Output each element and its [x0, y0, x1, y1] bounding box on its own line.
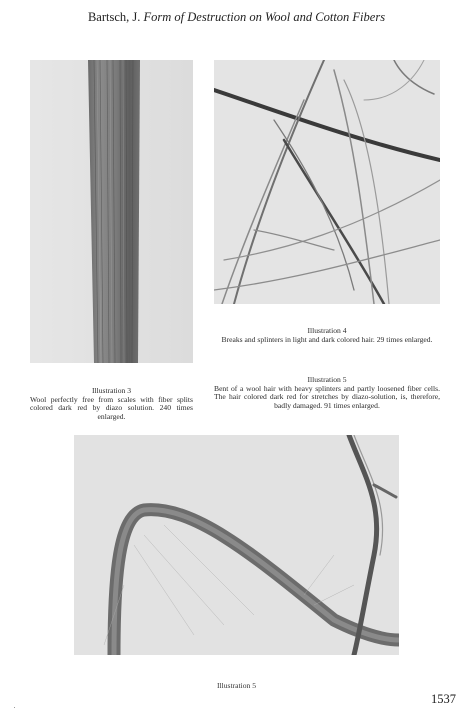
- illustration-3-photo: [30, 60, 193, 363]
- illustration-4-caption: [214, 327, 440, 344]
- header-title: Form of Destruction on Wool and Cotton Fibers: [143, 10, 386, 24]
- running-header: [0, 10, 473, 25]
- illustration-4-photo: [214, 60, 440, 304]
- illustration-5-text: Bent of a wool hair with heavy splinters and partly loosened fiber cells. The hair colored dark red for stretches by diazo-solution, is, therefore, badly damaged. 91 times enlarged.: [214, 383, 440, 410]
- illustration-3-heading: Illustration 3: [91, 386, 132, 395]
- illustration-5-caption: [214, 376, 440, 410]
- illustration-5-heading: Illustration 5: [307, 375, 347, 384]
- illustration-5-photo: [74, 435, 399, 655]
- illustration-4-text: Breaks and splinters in light and dark colored hair. 29 times enlarged.: [221, 334, 433, 344]
- scan-speck: [14, 707, 15, 708]
- illustration-3-caption: [30, 387, 193, 421]
- illustration-3-text: Wool perfectly free from scales with fiber splits colored dark red by diazo solution. 240 times enlarged.: [30, 394, 193, 421]
- illustration-5-label: Illustration 5: [216, 681, 257, 690]
- header-author: Bartsch, J.: [87, 10, 141, 24]
- illustration-4-heading: Illustration 4: [307, 326, 347, 335]
- page-number: 1537: [431, 692, 456, 706]
